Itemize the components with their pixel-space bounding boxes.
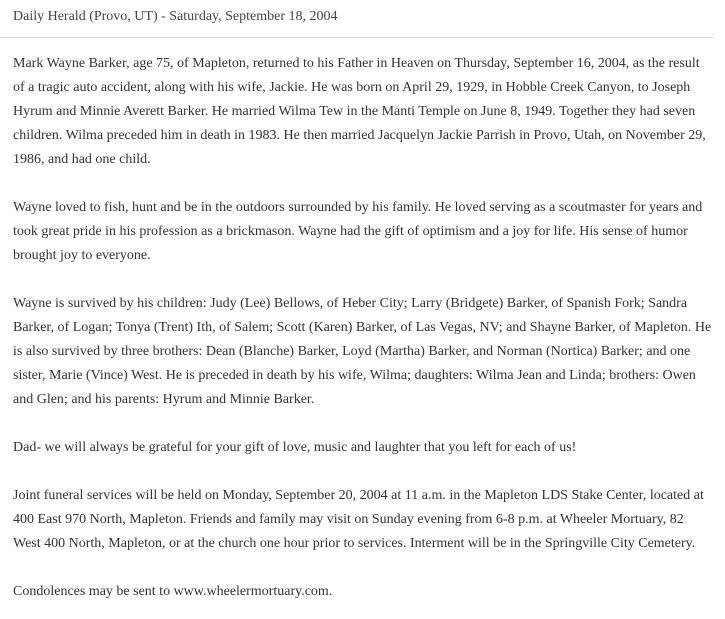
publication-title: Daily Herald (Provo, UT) - Saturday, September 18, 2004 [13, 9, 338, 24]
paragraph-biography: Mark Wayne Barker, age 75, of Mapleton, returned to his Father in Heaven on Thursday, September 16, 2004, as the result of a tragic auto accident, along with his wife, Jackie. He was born on April 29, 1929, in Hobble Creek Canyon, to Joseph Hyrum and Minnie Averett Barker. He married Wilma Tew in the Manti Temple on June 8, 1949. Together they had seven children. Wilma preceded him in death in 1983. He then married Jacquelyn Jackie Parrish in Provo, Utah, on November 29, 1986, and had one child. [13, 56, 706, 167]
paragraph-tribute: Dad- we will always be grateful for your gift of love, music and laughter that you left for each of us! [13, 440, 577, 455]
article-body [0, 38, 725, 604]
paragraph-condolences: Condolences may be sent to www.wheelermortuary.com. [13, 584, 333, 599]
paragraph-services: Joint funeral services will be held on Monday, September 20, 2004 at 11 a.m. in the Mapleton LDS Stake Center, located at 400 East 970 North, Mapleton. Friends and family may visit on Sunday evening from 6-8 p.m. at Wheeler Mortuary, 82 West 400 North, Mapleton, or at the church one hour prior to services. Interment will be in the Springville City Cemetery. [13, 488, 704, 551]
paragraph-survivors: Wayne is survived by his children: Judy (Lee) Bellows, of Heber City; Larry (Bridgete) Barker, of Spanish Fork; Sandra Barker, of Logan; Tonya (Trent) Ith, of Salem; Scott (Karen) Barker, of Las Vegas, NV; and Shayne Barker, of Mapleton. He is also survived by three brothers: Dean (Blanche) Barker, Loyd (Martha) Barker, and Norman (Nortica) Barker; and one sister, Marie (Vince) West. He is preceded in death by his wife, Wilma; daughters: Wilma Jean and Linda; brothers: Owen and Glen; and his parents: Hyrum and Minnie Barker. [13, 296, 712, 407]
article-header [0, 0, 714, 38]
paragraph-interests: Wayne loved to fish, hunt and be in the outdoors surrounded by his family. He loved serving as a scoutmaster for years and took great pride in his profession as a brickmason. Wayne had the gift of optimism and a joy for life. His sense of humor brought joy to everyone. [13, 200, 703, 263]
